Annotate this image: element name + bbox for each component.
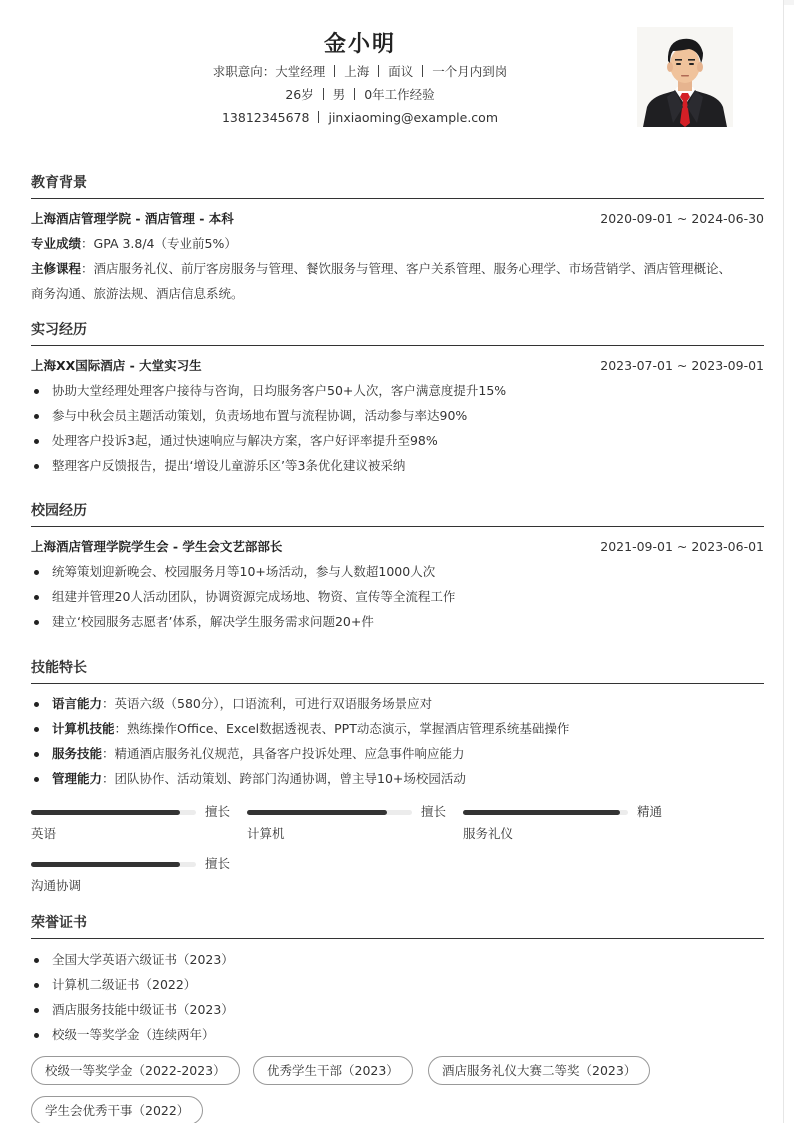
courses-value: ：酒店服务礼仪、前厅客房服务与管理、餐饮服务与管理、客户关系管理、服务心理学、市场营销学、酒店管理概论、 bbox=[81, 261, 732, 276]
skill-track bbox=[31, 810, 196, 815]
list-item: 统筹策划迎新晚会、校园服务月等10+场活动，参与人数超1000人次 bbox=[31, 559, 764, 584]
honors-bullets bbox=[31, 947, 764, 1047]
skill-level: 擅长 bbox=[205, 856, 231, 871]
gpa-line bbox=[31, 231, 764, 256]
campus-section bbox=[31, 500, 764, 634]
list-item bbox=[31, 741, 764, 766]
skill-bar-english bbox=[31, 804, 231, 844]
list-item: 酒店服务技能中级证书（2023） bbox=[31, 997, 764, 1022]
avatar bbox=[637, 27, 733, 127]
age: 26岁 bbox=[285, 87, 314, 102]
list-item: 整理客户反馈报告，提出‘增设儿童游乐区’等3条优化建议被采纳 bbox=[31, 453, 764, 478]
skill-track bbox=[247, 810, 412, 815]
honors-section bbox=[31, 912, 764, 1047]
section-divider bbox=[31, 683, 764, 684]
skill-fill bbox=[247, 810, 387, 815]
divider bbox=[318, 111, 319, 123]
list-item: 协助大堂经理处理客户接待与咨询，日均服务客户50+人次，客户满意度提升15% bbox=[31, 378, 764, 403]
skill-track bbox=[31, 862, 196, 867]
job-intent: 求职意向：大堂经理 bbox=[212, 64, 326, 79]
list-item: 组建并管理20人活动团队，协调资源完成场地、物资、宣传等全流程工作 bbox=[31, 584, 764, 609]
skill-level: 擅长 bbox=[421, 804, 447, 819]
skill-text: ：精通酒店服务礼仪规范，具备客户投诉处理、应急事件响应能力 bbox=[102, 746, 465, 761]
skill-fill bbox=[463, 810, 620, 815]
divider bbox=[378, 65, 379, 77]
campus-org: 上海酒店管理学院学生会 - 学生会文艺部部长 bbox=[31, 539, 283, 554]
skill-name: 沟通协调 bbox=[31, 878, 82, 893]
section-divider bbox=[31, 198, 764, 199]
section-divider bbox=[31, 938, 764, 939]
internship-org: 上海XX国际酒店 - 大堂实习生 bbox=[31, 358, 202, 373]
honor-tag: 校级一等奖学金（2022-2023） bbox=[31, 1056, 240, 1085]
skill-label: 计算机技能 bbox=[52, 721, 115, 736]
skills-section bbox=[31, 657, 764, 791]
list-item: 处理客户投诉3起，通过快速响应与解决方案，客户好评率提升至98% bbox=[31, 428, 764, 453]
section-title-honors: 荣誉证书 bbox=[31, 915, 87, 931]
internship-bullets bbox=[31, 378, 764, 478]
work-experience: 0年工作经验 bbox=[364, 87, 435, 102]
skill-fill bbox=[31, 810, 180, 815]
list-item: 计算机二级证书（2022） bbox=[31, 972, 764, 997]
list-item: 参与中秋会员主题活动策划，负责场地布置与流程协调，活动参与率达90% bbox=[31, 403, 764, 428]
divider bbox=[354, 88, 355, 100]
availability: 一个月内到岗 bbox=[432, 64, 508, 79]
skill-label: 管理能力 bbox=[52, 771, 103, 786]
skill-label: 语言能力 bbox=[52, 696, 103, 711]
list-item bbox=[31, 766, 764, 791]
section-title-education: 教育背景 bbox=[31, 175, 87, 191]
divider bbox=[422, 65, 423, 77]
gender: 男 bbox=[332, 87, 346, 102]
section-title-internship: 实习经历 bbox=[31, 322, 87, 338]
section-divider bbox=[31, 526, 764, 527]
section-title-skills: 技能特长 bbox=[31, 660, 87, 676]
section-title-campus: 校园经历 bbox=[31, 503, 87, 519]
skill-name: 服务礼仪 bbox=[463, 826, 514, 841]
list-item bbox=[31, 716, 764, 741]
skill-bar-communication bbox=[31, 856, 231, 896]
divider bbox=[323, 88, 324, 100]
portrait-icon bbox=[637, 27, 733, 127]
gpa-label: 专业成绩 bbox=[31, 236, 82, 251]
skill-label: 服务技能 bbox=[52, 746, 103, 761]
campus-date: 2021-09-01 ~ 2023-06-01 bbox=[600, 539, 764, 554]
skills-bullets bbox=[31, 691, 764, 791]
education-date: 2020-09-01 ~ 2024-06-30 bbox=[600, 211, 764, 226]
education-section bbox=[31, 172, 764, 306]
skill-level: 精通 bbox=[637, 804, 663, 819]
skill-bar-computer bbox=[247, 804, 447, 844]
skill-text: ：熟练操作Office、Excel数据透视表、PPT动态演示，掌握酒店管理系统基础操作 bbox=[114, 721, 570, 736]
internship-entry-header bbox=[31, 353, 764, 378]
resume-header bbox=[0, 30, 720, 129]
skill-fill bbox=[31, 862, 180, 867]
phone[interactable]: 13812345678 bbox=[221, 110, 310, 125]
skill-level: 擅长 bbox=[205, 804, 231, 819]
list-item: 建立‘校园服务志愿者’体系，解决学生服务需求问题20+件 bbox=[31, 609, 764, 634]
candidate-name: 金小明 bbox=[323, 32, 396, 57]
list-item: 全国大学英语六级证书（2023） bbox=[31, 947, 764, 972]
honor-tag: 学生会优秀干事（2022） bbox=[31, 1096, 203, 1123]
section-divider bbox=[31, 345, 764, 346]
courses-line-2: 商务沟通、旅游法规、酒店信息系统。 bbox=[31, 286, 244, 301]
honor-tag: 优秀学生干部（2023） bbox=[253, 1056, 413, 1085]
campus-entry-header bbox=[31, 534, 764, 559]
salary: 面议 bbox=[388, 64, 414, 79]
location: 上海 bbox=[344, 64, 370, 79]
skill-name: 英语 bbox=[31, 826, 57, 841]
list-item: 校级一等奖学金（连续两年） bbox=[31, 1022, 764, 1047]
email[interactable]: jinxiaoming@example.com bbox=[328, 110, 498, 125]
internship-date: 2023-07-01 ~ 2023-09-01 bbox=[600, 358, 764, 373]
school-line: 上海酒店管理学院 - 酒店管理 - 本科 bbox=[31, 211, 234, 226]
basic-info-line bbox=[0, 83, 720, 106]
skill-bar-etiquette bbox=[463, 804, 663, 844]
skill-text: ：英语六级（580分），口语流利，可进行双语服务场景应对 bbox=[102, 696, 433, 711]
skill-track bbox=[463, 810, 628, 815]
list-item bbox=[31, 691, 764, 716]
divider bbox=[334, 65, 335, 77]
job-intent-line bbox=[0, 60, 720, 83]
skill-name: 计算机 bbox=[247, 826, 285, 841]
gpa-value: ：GPA 3.8/4（专业前5%） bbox=[81, 236, 237, 251]
skill-text: ：团队协作、活动策划、跨部门沟通协调，曾主导10+场校园活动 bbox=[102, 771, 466, 786]
courses-line bbox=[31, 256, 764, 281]
honor-tag: 酒店服务礼仪大赛二等奖（2023） bbox=[428, 1056, 650, 1085]
education-entry-header bbox=[31, 206, 764, 231]
courses-label: 主修课程 bbox=[31, 261, 82, 276]
internship-section bbox=[31, 319, 764, 478]
campus-bullets bbox=[31, 559, 764, 634]
contact-line bbox=[0, 106, 720, 129]
